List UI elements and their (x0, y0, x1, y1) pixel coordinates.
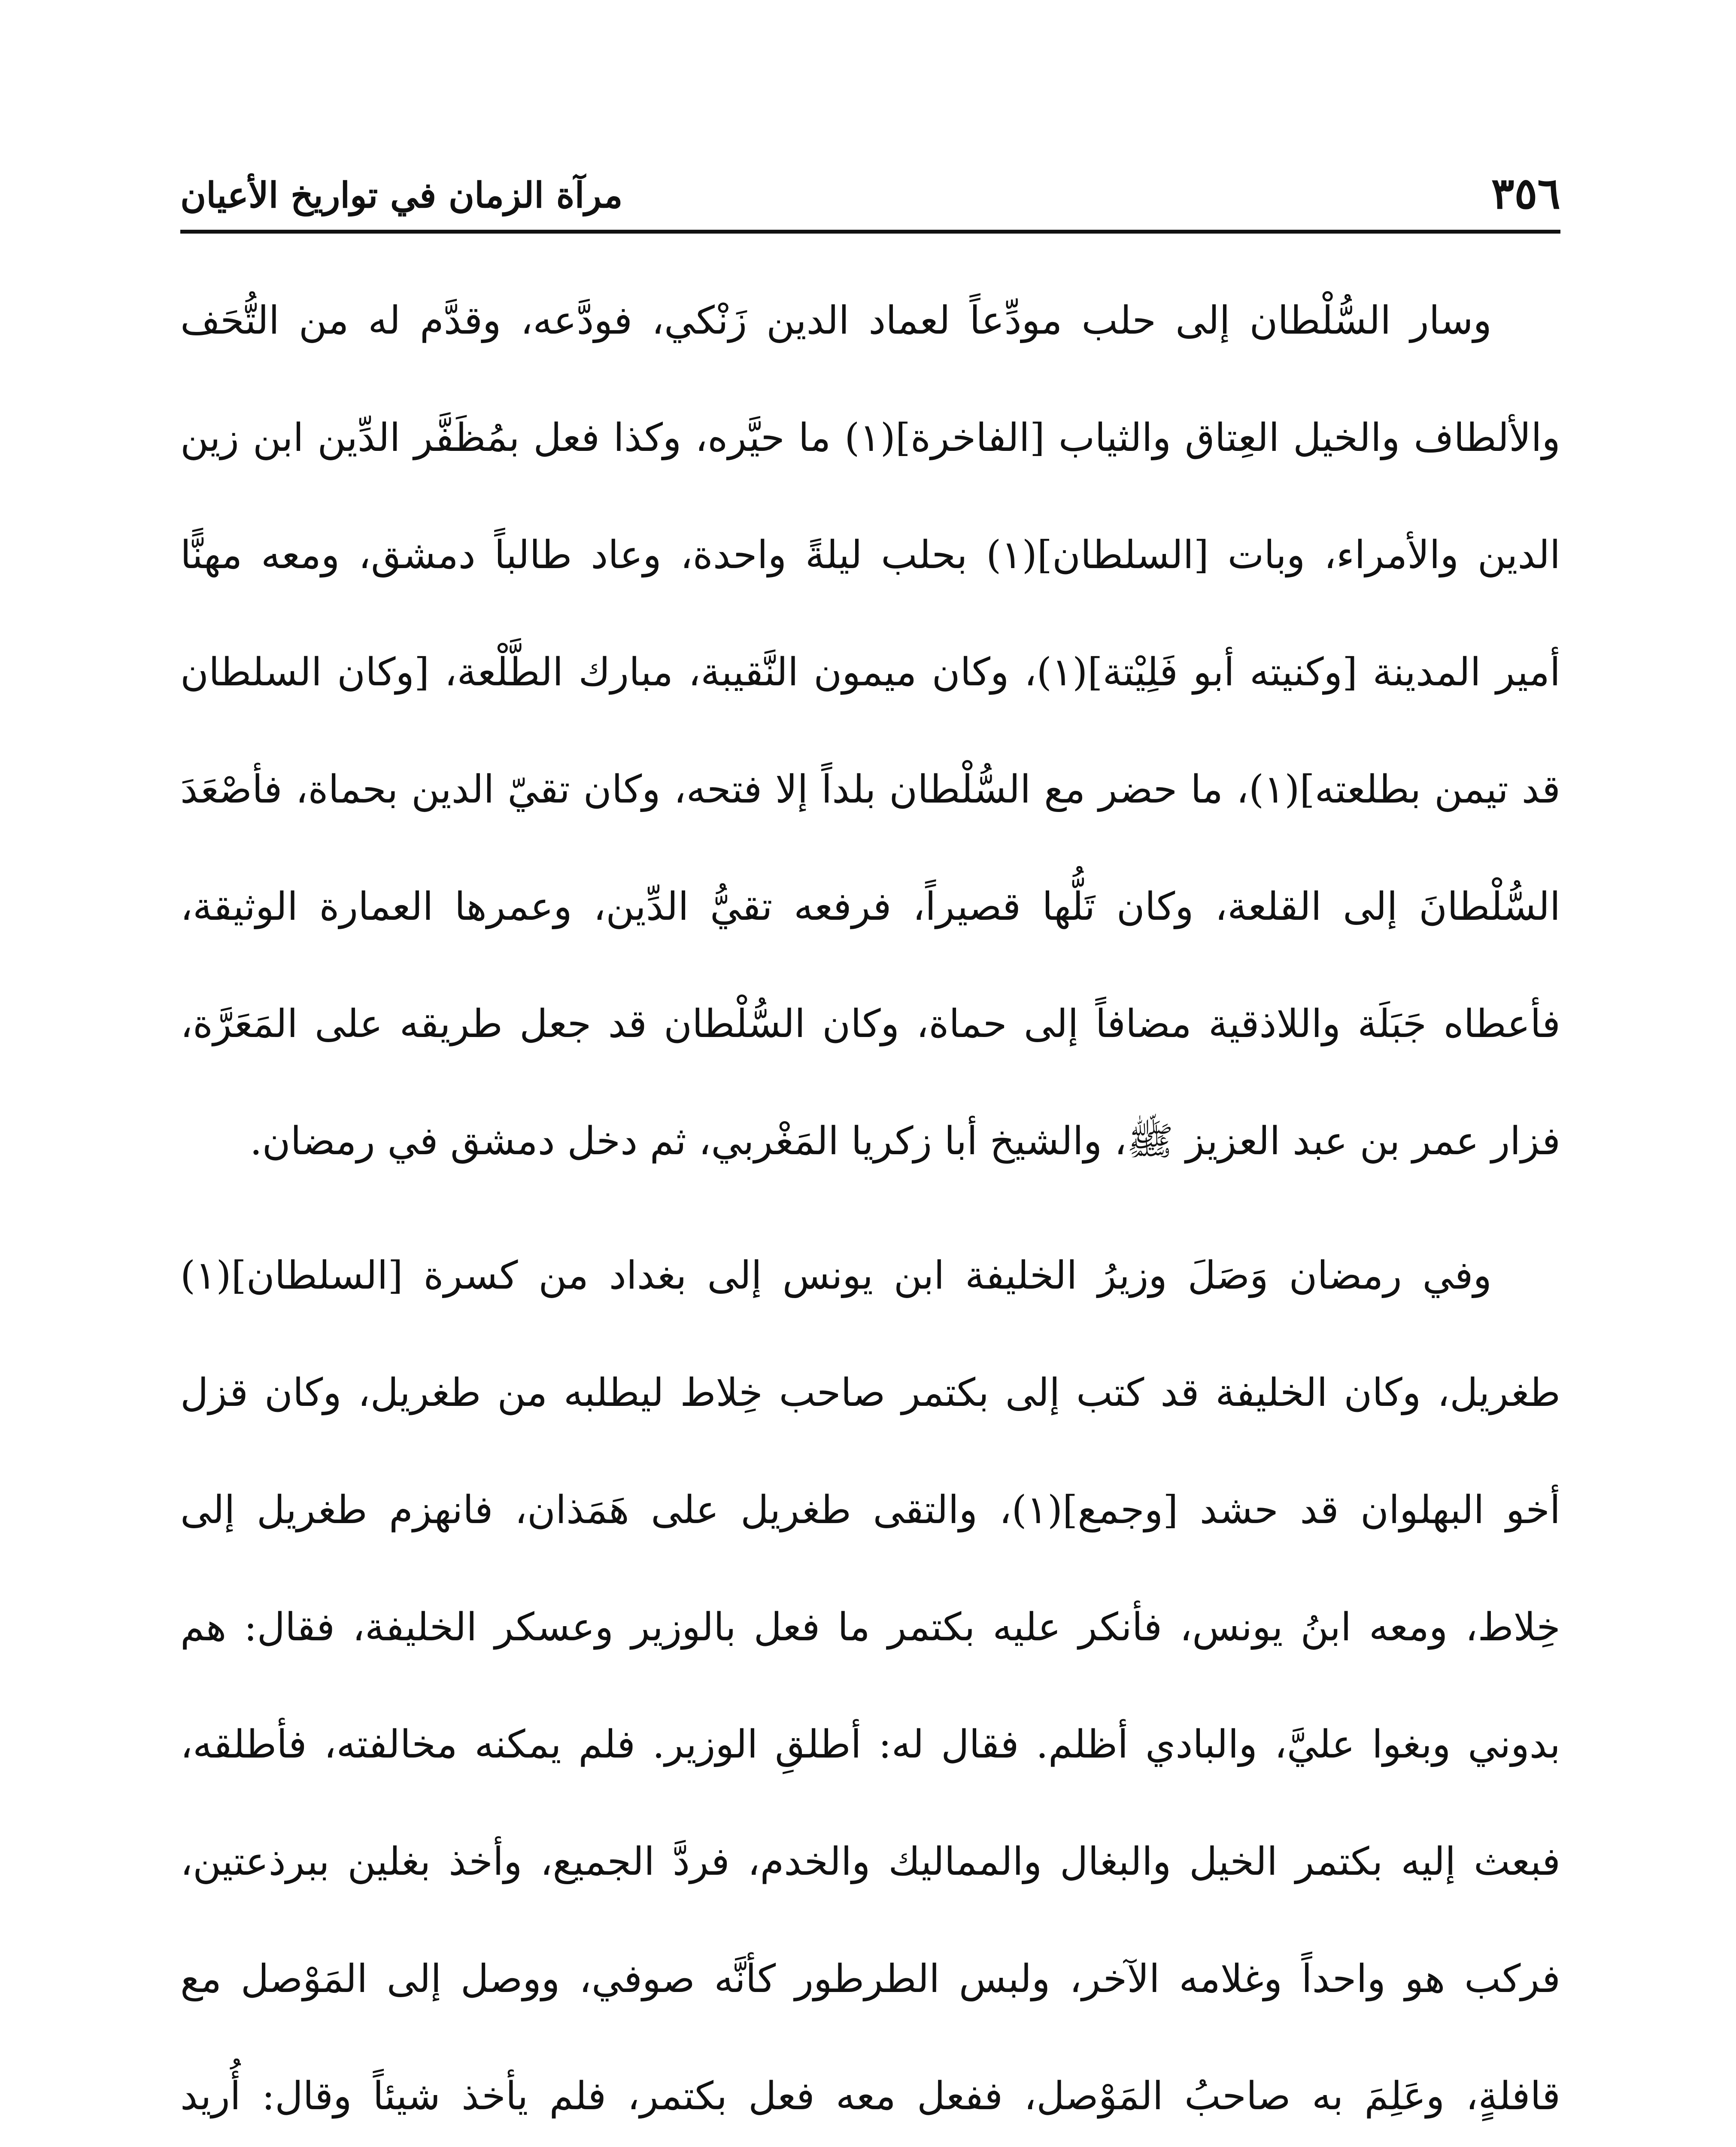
body-text (180, 262, 1560, 2147)
paragraph: وسار السُّلْطان إلى حلب مودِّعاً لعماد الدين زَنْكي، فودَّعه، وقدَّم له من التُّحَف والألطاف والخيل العِتاق والثياب [الفاخرة](١) ما حيَّره، وكذا فعل بمُظَفَّر الدِّين ابن زين الدين والأمراء، وبات [السلطان](١) بحلب ليلةً واحدة، وعاد طالباً دمشق، ومعه مهنًّا أمير المدينة [وكنيته أبو فَلِيْتة](١)، وكان ميمون النَّقيبة، مبارك الطَّلْعة، [وكان السلطان قد تيمن بطلعته](١)، ما حضر مع السُّلْطان بلداً إلا فتحه، وكان تقيّ الدين بحماة، فأصْعَدَ السُّلْطانَ إلى القلعة، وكان تَلُّها قصيراً، فرفعه تقيُّ الدِّين، وعمرها العمارة الوثيقة، فأعطاه جَبَلَة واللاذقية مضافاً إلى حماة، وكان السُّلْطان قد جعل طريقه على المَعَرَّة، فزار عمر بن عبد العزيز ﷺ، والشيخ أبا زكريا المَغْربي، ثم دخل دمشق في رمضان. (180, 298, 1561, 1164)
paragraph: وفي رمضان وَصَلَ وزيرُ الخليفة ابن يونس إلى بغداد من كسرة [السلطان](١) طغريل، وكان الخليفة قد كتب إلى بكتمر صاحب خِلاط ليطلبه من طغريل، وكان قزل أخو البهلوان قد حشد [وجمع](١)، والتقى طغريل على هَمَذان، فانهزم طغريل إلى خِلاط، ومعه ابنُ يونس، فأنكر عليه بكتمر ما فعل بالوزير وعسكر الخليفة، فقال: هم بدوني وبغوا عليَّ، والبادي أظلم. فقال له: أطلقِ الوزير. فلم يمكنه مخالفته، فأطلقه، فبعث إليه بكتمر الخيل والبغال والمماليك والخدم، فردَّ الجميع، وأخذ بغلين ببرذعتين، فركب هو واحداً وغلامه الآخر، ولبس الطرطور كأنَّه صوفي، ووصل إلى المَوْصل مع قافلةٍ، وعَلِمَ به صاحبُ المَوْصل، ففعل معه فعل بكتمر، فلم يأخذ شيئاً وقال: أُريد (180, 1253, 1561, 2119)
page-header (180, 157, 1560, 234)
running-title: مرآة الزمان في تواريخ الأعيان (180, 175, 623, 216)
page-number: ٣٥٦ (1491, 168, 1560, 219)
